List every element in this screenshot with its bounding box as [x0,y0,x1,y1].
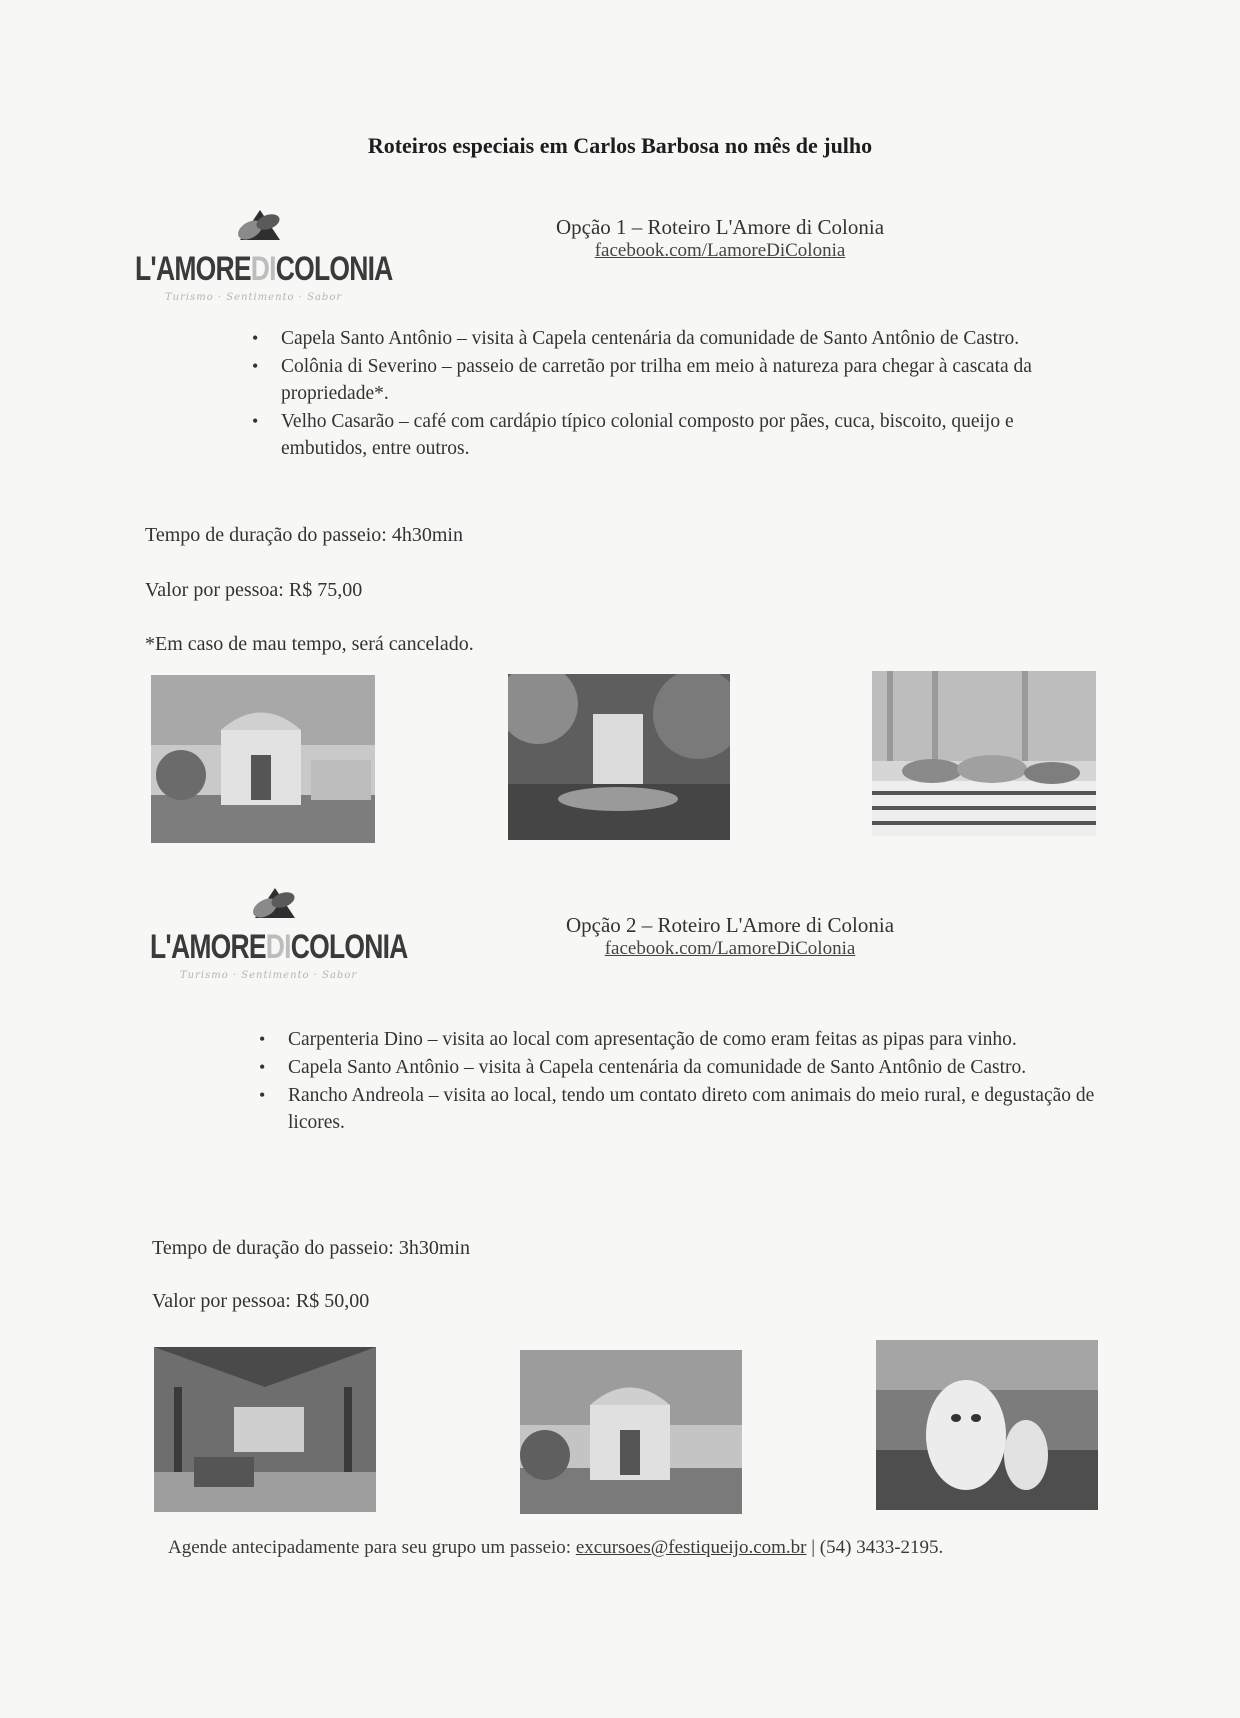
list-item: • Velho Casarão – café com cardápio típico colonial composto por pães, cuca, biscoito, queijo e embutidos, entre outros. [252,408,1092,462]
option1-duration: Tempo de duração do passeio: 4h30min [145,524,463,546]
logo-wordmark: L'AMOREDICOLONIA [135,250,393,288]
chapel-photo [520,1350,742,1514]
colonial-breakfast-photo [872,671,1096,836]
option1-facebook-link[interactable]: facebook.com/LamoreDiColonia [594,240,846,261]
booking-footer [168,1537,943,1559]
option1-itinerary-list [252,325,1092,463]
list-item: • Carpenteria Dino – visita ao local com apresentação de como eram feitas as pipas para vinho. [259,1026,1099,1053]
carpentry-workshop-photo [154,1347,376,1512]
option2-itinerary-list [259,1026,1099,1137]
option1-note: *Em caso de mau tempo, será cancelado. [145,633,474,655]
option1-price: Valor por pessoa: R$ 75,00 [145,579,363,601]
footer-email-link[interactable]: excursoes@festiqueijo.com.br [575,1537,807,1558]
option1-heading-block [520,215,920,262]
option1-heading: Opção 1 – Roteiro L'Amore di Colonia [555,215,885,239]
list-item: • Capela Santo Antônio – visita à Capela centenária da comunidade de Santo Antônio de Castro. [259,1054,1099,1081]
page-title: Roteiros especiais em Carlos Barbosa no mês de julho [367,133,873,158]
option2-duration: Tempo de duração do passeio: 3h30min [152,1237,470,1259]
footer-phone: (54) 3433-2195. [819,1537,944,1558]
list-item: • Capela Santo Antônio – visita à Capela centenária da comunidade de Santo Antônio de Castro. [252,325,1092,352]
leaf-logo-icon [230,200,300,250]
chapel-photo [151,675,375,843]
option2-heading-block [530,913,930,960]
option2-price: Valor por pessoa: R$ 50,00 [152,1290,370,1312]
option2-heading: Opção 2 – Roteiro L'Amore di Colonia [565,913,895,937]
leaf-logo-icon [245,878,315,928]
waterfall-photo [508,674,730,840]
lamore-logo [150,878,410,988]
logo-tagline: Turismo · Sentimento · Sabor [180,970,358,981]
logo-tagline: Turismo · Sentimento · Sabor [165,292,343,303]
option2-facebook-link[interactable]: facebook.com/LamoreDiColonia [604,938,856,959]
list-item: • Rancho Andreola – visita ao local, tendo um contato direto com animais do meio rural, e degustação de licores. [259,1082,1099,1136]
logo-wordmark: L'AMOREDICOLONIA [150,928,408,966]
footer-text: Agende antecipadamente para seu grupo um passeio: [168,1537,572,1558]
goats-photo [876,1340,1098,1510]
footer-separator: | [811,1537,816,1558]
lamore-logo [135,200,395,310]
list-item: • Colônia di Severino – passeio de carretão por trilha em meio à natureza para chegar à cascata da propriedade*. [252,353,1092,407]
